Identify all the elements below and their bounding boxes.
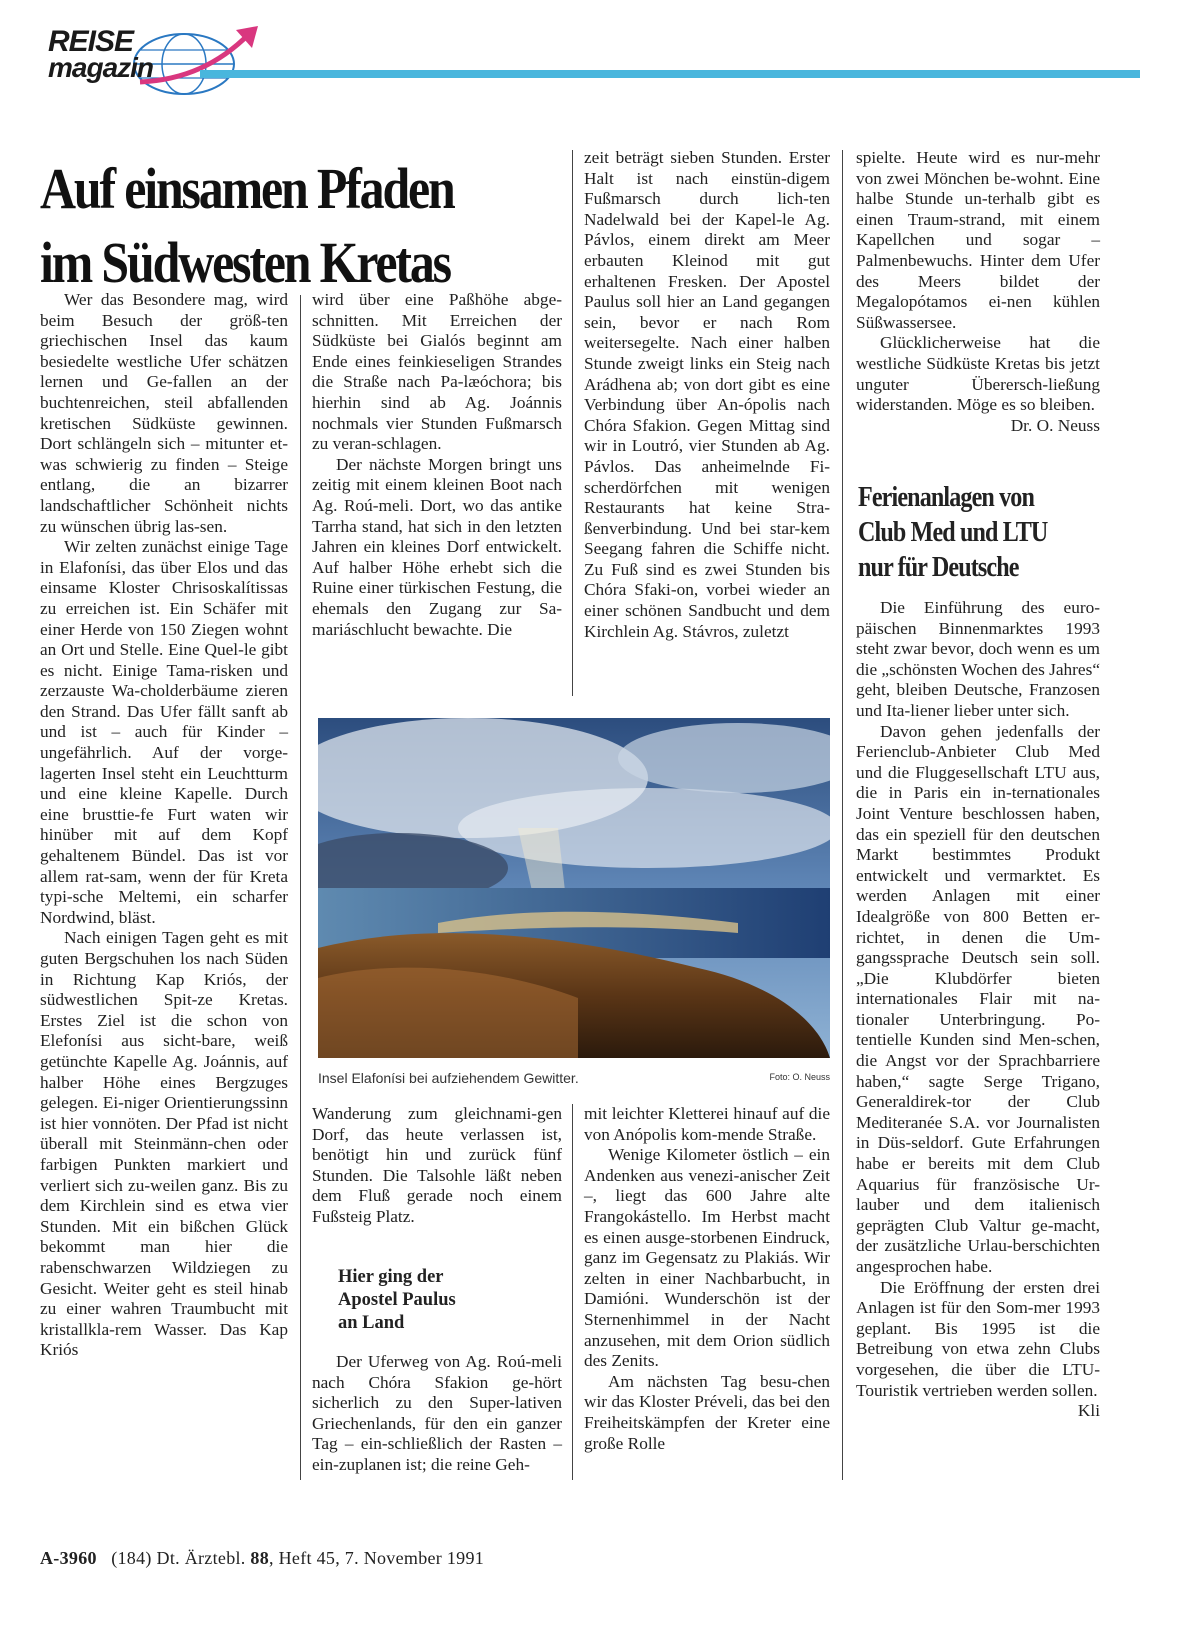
author-initials: Kli	[1077, 1401, 1100, 1421]
subheading-line2: Apostel Paulus	[338, 1290, 456, 1310]
paragraph-text: Glücklicherweise hat die westliche Südküste Kretas bis jetzt unguter Überersch-ließung widerstanden. Möge es so bleiben.	[856, 333, 1100, 415]
article-column-1	[40, 290, 288, 1361]
journal-volume: 88	[250, 1548, 270, 1568]
column-divider	[572, 150, 573, 696]
paragraph: spielte. Heute wird es nur-mehr von zwei Mönchen be-wohnt. Eine halbe Stunde un-terhalb gibt es einen Traum-strand, mit einem Kapellchen und sogar – Palmenbewuchs. Hinter dem Ufer des Meers bildet der Megalopótamos ei-nen kühlen Süßwassersee.	[856, 148, 1100, 332]
caption-text: Insel Elafonísi bei aufziehendem Gewitter.	[318, 1070, 579, 1086]
title-line1: Auf einsamen Pfaden	[40, 156, 454, 221]
article-column-2-top	[312, 290, 562, 640]
title-line2: im Südwesten Kretas	[40, 230, 450, 295]
article-column-4	[856, 148, 1100, 436]
subheading-line1: Hier ging der	[338, 1267, 444, 1287]
article-column-3-top	[584, 148, 830, 642]
logo-line2: magazin	[48, 52, 154, 83]
paragraph: Der nächste Morgen bringt uns zeitig mit einem kleinen Boot nach Ag. Roú-meli. Dort, wo das antike Tarrha stand, hat sich in den letzten Jahren ein kleines Dorf entwickelt. Auf halber Höhe erhebt sich die Ruine einer türkischen Festung, die ehemals den Zugang zur Sa-mariáschlucht bewachte. Die	[312, 454, 562, 639]
column-divider	[572, 1104, 573, 1480]
paragraph: Wenige Kilometer östlich – ein Andenken aus venezi-anischer Zeit –, liegt das 600 Jahre alte Frangokástello. Im Herbst macht es einen ausge-storbenen Eindruck, ganz im Gegensatz zu Plakiás. Wir zelten in einer Nachbarbucht, in Damióni. Wunderschön ist der Sternenhimmel in der Nacht anzusehen, mit dem Orion südlich des Zenits.	[584, 1145, 830, 1371]
paragraph: Am nächsten Tag besu-chen wir das Kloster Préveli, das bei den Freiheitskämpfen der Kreter eine große Rolle	[584, 1371, 830, 1453]
paragraph	[856, 1277, 1100, 1421]
photo-credit: Foto: O. Neuss	[769, 1072, 830, 1082]
page-footer	[40, 1548, 484, 1569]
reise-magazin-logo	[44, 24, 264, 98]
sidebar-article	[856, 598, 1100, 1422]
paragraph: Nach einigen Tagen geht es mit guten Bergschuhen los nach Süden in Richtung Kap Kriós, der südwestlichen Spit-ze Kretas. Erstes Ziel ist die schon von Elefonísi aus sicht-bare, weiß getünchte Kapelle Ag. Joánnis, auf halber Höhe eines Bergzuges gelegen. Ei-niger Orientierungssinn ist hier vonnöten. Der Pfad ist nicht überall mit Steinmänn-chen oder farbigen Punkten markiert und verliert sich zu-weilen ganz. Bis zu dem Kirchlein sind es etwa vier Stunden. Mit ein bißchen Glück bekommt man hier die rabenschwarzen Wildziegen zu Gesicht. Weiter geht es steil hinab zu einer wahren Traumbucht mit kristallkla-rem Wasser. Das Kap Kriós	[40, 928, 288, 1360]
photo-caption	[318, 1070, 830, 1086]
page-title	[40, 152, 504, 300]
article-column-2-bottom	[312, 1104, 562, 1228]
column-divider	[842, 150, 843, 1480]
paragraph: Wer das Besondere mag, wird beim Besuch der größ-ten griechischen Insel das kaum besiedelte westliche Ufer schätzen lernen und Ge-fallen an der buchtenreichen, steil abfallenden kretischen Südküste gewinnen. Dort schlängeln sich – mitunter et-was schwierig zu finden – Steige entlang, die an bizarrer landschaftlicher Schönheit nichts zu wünschen übrig las-sen.	[40, 290, 288, 536]
paragraph: Der Uferweg von Ag. Roú-meli nach Chóra Sfakion ge-hört sicherlich zu den Super-lativen Griechenlands, für den ein ganzer Tag – ein-schließlich der Rasten – ein-zuplanen ist; die reine Geh-	[312, 1352, 562, 1474]
paragraph-text: Die Eröffnung der ersten drei Anlagen ist für den Som-mer 1993 geplant. Bis 1995 ist die Betreibung von etwa zehn Clubs vorgesehen, die über die LTU-Touristik vertrieben werden sollen.	[856, 1277, 1100, 1400]
paragraph: Die Einführung des euro-päischen Binnenmarktes 1993 steht zwar bevor, doch wenn es um die „schönsten Wochen des Jahres“ geht, bleiben Deutsche, Franzosen und Ita-liener lieber unter sich.	[856, 598, 1100, 720]
article-column-2-end	[312, 1352, 562, 1476]
author-signature: Dr. O. Neuss	[1010, 415, 1100, 435]
paragraph: zeit beträgt sieben Stunden. Erster Halt ist nach einstün-digem Fußmarsch durch lich-ten Nadelwald bei der Kapel-le Ag. Pávlos, einem direkt am Meer erbauten Kleinod mit gut erhaltenen Fresken. Der Apostel Paulus soll hier an Land gegangen sein, bevor er nach Rom weitersegelte. Nach einer halben Stunde zweigt links ein Steig nach Arádhena ab; von dort gibt es eine Verbindung über An-ópolis nach Chóra Sfakion. Gegen Mittag sind wir in Loutró, vier Stunden ab Ag. Pávlos. Das anheimelnde Fi-scherdörfchen mit wenigen Restaurants hat keine Stra-ßenverbindung. Und bei star-kem Seegang fahren die Schiffe nicht. Zu Fuß sind es zwei Stunden bis Chóra Sfaki-on, vorbei wieder an einer schönen Sandbucht und dem Kirchlein Ag. Stávros, zuletzt	[584, 148, 830, 641]
page-number: (184)	[111, 1548, 152, 1568]
paragraph: wird über eine Paßhöhe abge-schnitten. Mit Erreichen der Südküste bei Gialós beginnt am Ende eines feinkieseligen Strandes die Straße nach Pa-læóchora; bis hierhin sind ab Ag. Joánnis nochmals vier Stunden Fußmarsch zu veran-schlagen.	[312, 290, 562, 454]
paragraph: Wanderung zum gleichnami-gen Dorf, das heute verlassen ist, benötigt hin und zurück fünf Stunden. Die Talsohle läßt neben dem Fluß gerade noch einem Fußsteig Platz.	[312, 1104, 562, 1226]
logo-line1: REISE	[48, 25, 134, 58]
subheading	[338, 1266, 558, 1335]
landscape-photo	[318, 718, 830, 1058]
paragraph	[856, 333, 1100, 435]
paragraph: Davon gehen jedenfalls der Ferienclub-Anbieter Club Med und die Fluggesellschaft LTU aus, die in Paris ein in-ternationales Joint Venture beschlossen haben, das ein speziell für den deutschen Markt bestimmtes Produkt entwickelt und vermarktet. Es werden Anlagen mit einer Idealgröße von 800 Betten er-richtet, in denen die Um-gangssprache Deutsch sein soll. „Die Klubdörfer bieten internationales Flair mit na-tionaler Unterbringung. Po-tentielle Kunden sind Men-schen, die Angst vor der Sprachbarriere haben,“ sagte Serge Trigano, Generaldirek-tor der Club Mediteranée S.A. vor Journalisten in Düs-seldorf. Gute Erfahrungen habe er bereits mit dem Club Aquarius für französische Ur-lauber und dem italienisch geprägten Club Valtur ge-macht, der zusätzliche Urlau-berschichten angesprochen habe.	[856, 721, 1100, 1276]
paragraph: Wir zelten zunächst einige Tage in Elafonísi, das über Elos und das einsame Kloster Chrisoskalítissas zu erreichen ist. Ein Schäfer mit einer Herde von 150 Ziegen wohnt an Ort und Stelle. Eine Quel-le gibt es nicht. Einige Tama-risken und zerzauste Wa-cholderbäume zieren den Strand. Das Ufer fällt sanft ab und ist – auch für Kinder – ungefährlich. Auf der vorge-lagerten Insel steht ein Leuchtturm und eine kleine Kapelle. Durch eine brusttie-fe Furt waten wir hinüber mit auf dem Kopf gehaltenem Bündel. Das ist vor allem rat-sam, wenn der für Kreta typi-sche Meltemi, ein scharfer Nordwind, bläst.	[40, 537, 288, 927]
column-divider	[300, 295, 301, 1480]
subheading-line3: an Land	[338, 1313, 405, 1333]
page-code: A-3960	[40, 1548, 97, 1568]
header-rule	[200, 70, 1140, 78]
paragraph: mit leichter Kletterei hinauf auf die von Anópolis kom-mende Straße.	[584, 1104, 830, 1144]
sidebar-headline	[858, 480, 1099, 585]
article-column-3-bottom	[584, 1104, 830, 1454]
sidebar-headline-line1: Ferienanlagen von	[858, 482, 1035, 513]
sidebar-headline-line2: Club Med und LTU	[858, 517, 1048, 548]
sidebar-headline-line3: nur für Deutsche	[858, 552, 1019, 583]
journal-name: Dt. Ärztebl.	[156, 1548, 246, 1568]
journal-issue: , Heft 45, 7. November 1991	[269, 1548, 485, 1568]
